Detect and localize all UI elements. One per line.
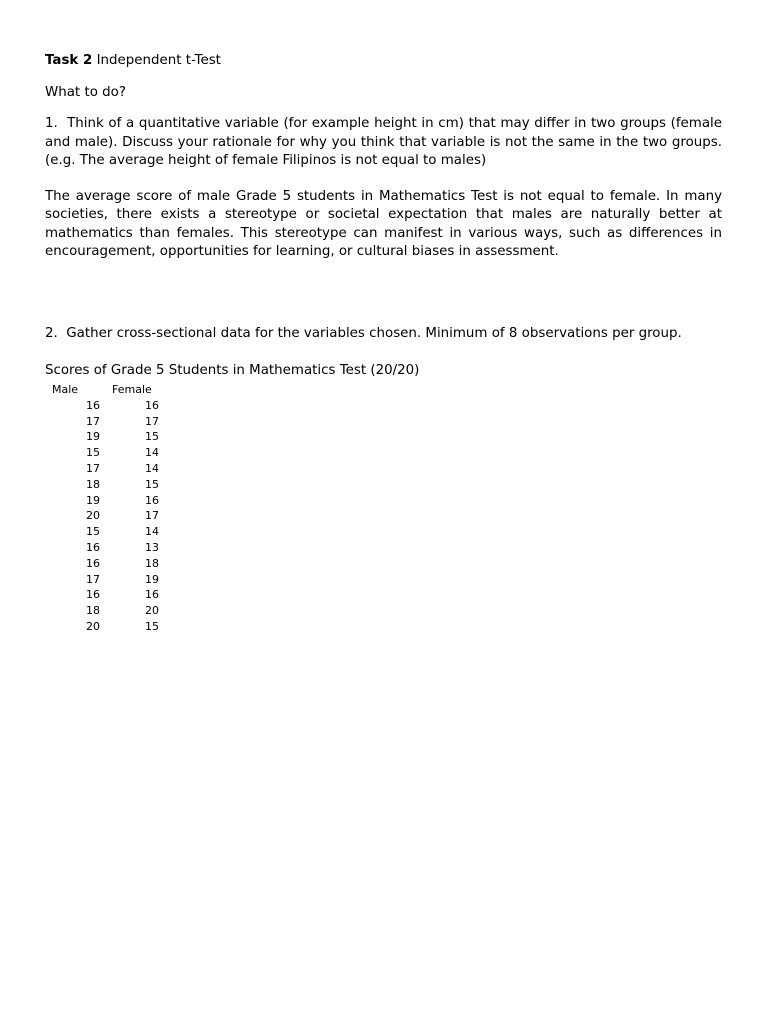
- what-to-do-heading: What to do?: [45, 84, 126, 100]
- male-score-cell: 16: [86, 398, 100, 412]
- female-score-cell: 15: [145, 619, 159, 633]
- instruction-item-2: [45, 325, 682, 344]
- female-score-cell: 18: [145, 556, 159, 570]
- male-score-cell: 17: [86, 461, 100, 475]
- item-2-text: Gather cross-sectional data for the variables chosen. Minimum of 8 observations per group.: [66, 326, 682, 341]
- item-1-number: 1.: [45, 116, 58, 131]
- female-score-cell: 17: [145, 414, 159, 428]
- female-score-cell: 14: [145, 446, 159, 460]
- female-score-cell: 15: [145, 430, 159, 444]
- female-score-cell: 16: [145, 398, 159, 412]
- male-score-cell: 16: [86, 556, 100, 570]
- female-score-cell: 19: [145, 572, 159, 586]
- male-score-cell: 20: [86, 509, 100, 523]
- male-score-cell: 19: [86, 430, 100, 444]
- male-score-cell: 18: [86, 477, 100, 491]
- item-2-number: 2.: [45, 326, 58, 341]
- male-score-cell: 18: [86, 604, 100, 618]
- male-score-cell: 19: [86, 493, 100, 507]
- female-score-cell: 16: [145, 588, 159, 602]
- male-score-cell: 16: [86, 588, 100, 602]
- male-score-cell: 20: [86, 619, 100, 633]
- task-heading: [45, 52, 722, 71]
- male-score-cell: 17: [86, 414, 100, 428]
- rationale-paragraph: The average score of male Grade 5 students in Mathematics Test is not equal to female. In many societies, there exists a stereotype or societal expectation that males are naturally better at mathematics than females. This stereotype can manifest in various ways, such as differences in encouragement, opportunities for learning, or cultural biases in assessment.: [45, 188, 722, 259]
- female-score-cell: 17: [145, 509, 159, 523]
- female-score-cell: 14: [145, 525, 159, 539]
- document-page: [45, 50, 723, 633]
- female-score-cell: 20: [145, 604, 159, 618]
- female-score-cell: 14: [145, 461, 159, 475]
- item-1-text: Think of a quantitative variable (for example height in cm) that may differ in two groups (female and male). Discuss your rationale for why you think that variable is not the same in the two groups. (e.g. The average height of female Filipinos is not equal to males): [45, 116, 723, 168]
- column-header-male: Male: [52, 383, 79, 396]
- male-score-cell: 15: [86, 446, 100, 460]
- male-score-cell: 16: [86, 540, 100, 554]
- female-score-cell: 13: [145, 540, 159, 554]
- female-score-cell: 15: [145, 477, 159, 491]
- male-score-cell: 17: [86, 572, 100, 586]
- task-title: Independent t-Test: [96, 53, 221, 68]
- female-score-cell: 16: [145, 493, 159, 507]
- task-label: Task 2: [45, 53, 93, 68]
- table-caption: Scores of Grade 5 Students in Mathematics Test (20/20): [45, 363, 420, 378]
- column-header-female: Female: [112, 383, 152, 396]
- male-score-cell: 15: [86, 525, 100, 539]
- instruction-item-1: [45, 115, 722, 171]
